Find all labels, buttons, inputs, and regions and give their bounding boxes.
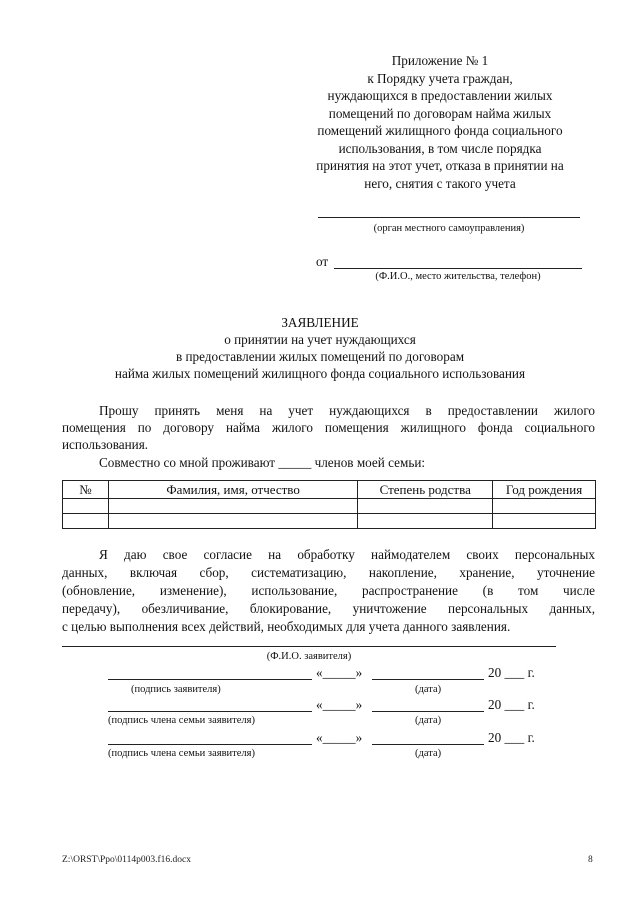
organ-caption: (орган местного самоуправления) bbox=[373, 223, 525, 234]
request-line-2: помещения по договору найма жилого помещения жилищного фонда социального bbox=[62, 420, 595, 435]
appendix-line: принятия на этот учет, отказа в принятии на bbox=[316, 158, 564, 173]
date-close-quote: » bbox=[355, 665, 363, 680]
date-caption: (дата) bbox=[415, 748, 442, 759]
from-caption: (Ф.И.О., место жительства, телефон) bbox=[375, 271, 541, 282]
consent-line-1: Я даю свое согласие на обработку наймодателем своих персональных bbox=[99, 547, 595, 562]
signature-line[interactable] bbox=[108, 744, 312, 745]
date-caption: (дата) bbox=[415, 684, 442, 695]
date-month-line[interactable] bbox=[372, 711, 484, 712]
signature-line[interactable] bbox=[108, 711, 312, 712]
date-day-field[interactable] bbox=[316, 697, 362, 713]
day-blank[interactable]: _____ bbox=[322, 730, 356, 745]
year-blank[interactable]: ___ bbox=[504, 697, 525, 712]
signature-caption: (подпись заявителя) bbox=[131, 684, 221, 695]
appendix-line: Приложение № 1 bbox=[391, 53, 489, 68]
family-members-table bbox=[62, 480, 596, 529]
from-label: от bbox=[316, 254, 329, 269]
table-cell[interactable] bbox=[63, 499, 109, 514]
request-line-1: Прошу принять меня на учет нуждающихся в предоставлении жилого bbox=[99, 403, 595, 418]
cohabit-after: членов моей семьи: bbox=[314, 455, 426, 470]
signature-caption: (подпись члена семьи заявителя) bbox=[108, 748, 255, 759]
year-blank[interactable]: ___ bbox=[504, 665, 525, 680]
appendix-line: него, снятия с такого учета bbox=[364, 175, 516, 191]
appendix-line: к Порядку учета граждан, bbox=[367, 70, 513, 86]
applicant-fio-line[interactable] bbox=[62, 646, 556, 647]
cohabit-before: Совместно со мной проживают bbox=[99, 455, 276, 470]
table-cell[interactable] bbox=[493, 514, 596, 529]
from-field-line[interactable] bbox=[334, 268, 582, 269]
table-cell[interactable] bbox=[63, 514, 109, 529]
signature-line[interactable] bbox=[108, 679, 312, 680]
footer-file-path: Z:\ORST\Ppo\0114p003.f16.docx bbox=[62, 855, 191, 865]
year-suffix: г. bbox=[527, 730, 535, 745]
cohabit-line bbox=[99, 454, 425, 472]
signature-caption: (подпись члена семьи заявителя) bbox=[108, 715, 255, 726]
consent-line-4: передачу), обезличивание, блокирование, уничтожение персональных данных, bbox=[62, 601, 595, 616]
appendix-line: использования, в том числе порядка bbox=[338, 140, 542, 156]
year-suffix: г. bbox=[527, 665, 535, 680]
table-row bbox=[63, 514, 596, 529]
title-sub-line: в предоставлении жилых помещений по договорам bbox=[175, 349, 465, 364]
table-cell[interactable] bbox=[493, 499, 596, 514]
applicant-fio-caption: (Ф.И.О. заявителя) bbox=[266, 651, 352, 662]
consent-line-3: (обновление, изменение), использование, распространение (в том числе bbox=[62, 583, 595, 598]
date-open-quote: « bbox=[316, 730, 323, 745]
table-cell[interactable] bbox=[108, 499, 357, 514]
title-sub-line: найма жилых помещений жилищного фонда социального использования bbox=[114, 366, 526, 381]
date-month-line[interactable] bbox=[372, 744, 484, 745]
appendix-line: помещений по договорам найма жилых bbox=[328, 105, 552, 121]
date-caption: (дата) bbox=[415, 715, 442, 726]
date-month-line[interactable] bbox=[372, 679, 484, 680]
day-blank[interactable]: _____ bbox=[322, 697, 356, 712]
appendix-line: нуждающихся в предоставлении жилых bbox=[327, 88, 553, 103]
table-cell[interactable] bbox=[358, 499, 493, 514]
column-header-name: Фамилия, имя, отчество bbox=[108, 481, 357, 499]
consent-line-5: с целью выполнения всех действий, необходимых для учета данного заявления. bbox=[62, 619, 511, 634]
year-field bbox=[488, 665, 535, 681]
date-open-quote: « bbox=[316, 697, 323, 712]
table-cell[interactable] bbox=[108, 514, 357, 529]
year-prefix: 20 bbox=[488, 665, 502, 680]
date-day-field[interactable] bbox=[316, 665, 362, 681]
year-blank[interactable]: ___ bbox=[504, 730, 525, 745]
page-title: ЗАЯВЛЕНИЕ bbox=[281, 315, 359, 330]
date-open-quote: « bbox=[316, 665, 323, 680]
table-cell[interactable] bbox=[358, 514, 493, 529]
appendix-line: помещений жилищного фонда социального bbox=[317, 123, 563, 138]
day-blank[interactable]: _____ bbox=[322, 665, 356, 680]
date-day-field[interactable] bbox=[316, 730, 362, 746]
organ-field-line[interactable] bbox=[318, 217, 580, 218]
date-close-quote: » bbox=[355, 730, 363, 745]
year-field bbox=[488, 697, 535, 713]
consent-line-2: данных, включая сбор, систематизацию, накопление, хранение, уточнение bbox=[62, 565, 595, 580]
column-header-number: № bbox=[63, 481, 109, 499]
column-header-birth-year: Год рождения bbox=[493, 481, 596, 499]
cohabit-count-field[interactable]: _____ bbox=[278, 455, 312, 470]
page-number: 8 bbox=[588, 855, 593, 865]
table-row bbox=[63, 499, 596, 514]
year-suffix: г. bbox=[527, 697, 535, 712]
year-prefix: 20 bbox=[488, 697, 502, 712]
year-field bbox=[488, 730, 535, 746]
request-line-3: использования. bbox=[62, 437, 149, 452]
appendix-header bbox=[290, 52, 590, 192]
year-prefix: 20 bbox=[488, 730, 502, 745]
table-header-row bbox=[63, 481, 596, 499]
statement-title bbox=[0, 314, 640, 382]
date-close-quote: » bbox=[355, 697, 363, 712]
title-sub-line: о принятии на учет нуждающихся bbox=[224, 332, 416, 347]
column-header-relation: Степень родства bbox=[358, 481, 493, 499]
